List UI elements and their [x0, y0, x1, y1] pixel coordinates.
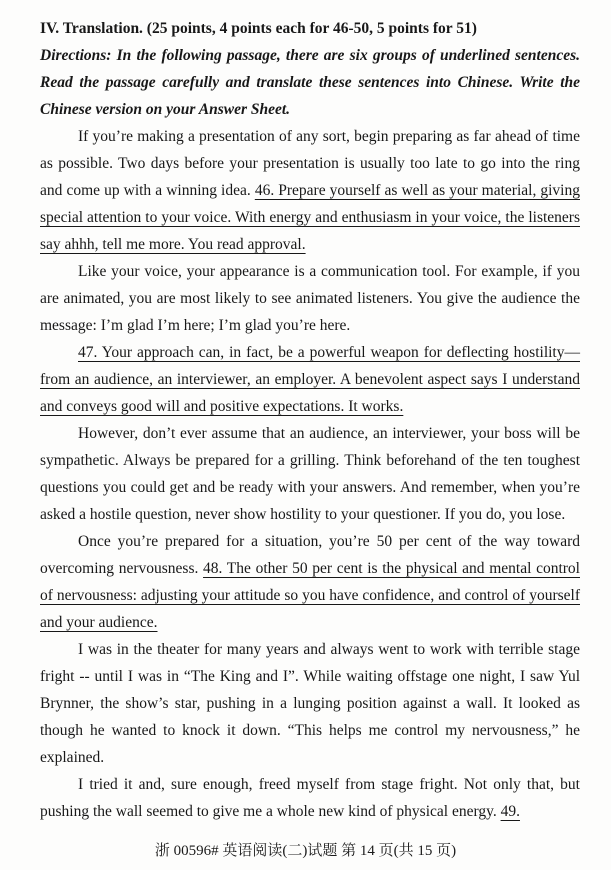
passage-text: If you’re making a presentation of any sort, begin preparing as far ahead of time as possible. Two days before your presentation is usually too late to go into the ring and come up with a winning idea. [40, 128, 580, 199]
passage-text: Like your voice, your appearance is a communication tool. For example, if you are animated, you are most likely to see animated listeners. You give the audience the message: I’m glad I’m here; I’m glad you’re here. [40, 263, 580, 334]
underlined-sentence: 49. [500, 803, 520, 820]
passage-paragraph [40, 636, 580, 771]
passage-text: Once you’re prepared for a situation, you’re 50 per cent of the way toward overcoming nervousness. [40, 533, 580, 577]
passage-paragraph [40, 258, 580, 339]
passage-text: However, don’t ever assume that an audience, an interviewer, your boss will be sympathetic. Always be prepared for a grilling. Think beforehand of the ten toughest questions you could get and be ready with your answers. And remember, when you’re asked a hostile question, never show hostility to your questioner. If you do, you lose. [40, 425, 580, 523]
passage-paragraph [40, 528, 580, 636]
underlined-sentence: 48. The other 50 per cent is the physical and mental control of nervousness: adjusting your attitude so you have confidence, and control of yourself and your audience. [40, 560, 580, 631]
passage-text: I was in the theater for many years and always went to work with terrible stage fright -- until I was in “The King and I”. While waiting offstage one night, I saw Yul Brynner, the show’s star, pushing in a lunging position against a wall. It looked as though he wanted to knock it down. “This helps me control my nervousness,” he explained. [40, 641, 580, 766]
section-title: IV. Translation. (25 points, 4 points each for 46-50, 5 points for 51) [40, 20, 477, 37]
directions-text: Directions: In the following passage, there are six groups of underlined sentences. Read the passage carefully and translate these sentences into Chinese. Write the Chinese version on your Answer Sheet. [40, 47, 580, 118]
page-content [40, 15, 580, 825]
passage-paragraph [40, 339, 580, 420]
underlined-sentence: 46. Prepare yourself as well as your material, giving special attention to your voice. With energy and enthusiasm in your voice, the listeners say ahhh, tell me more. You read approval. [40, 182, 580, 253]
passage-paragraph [40, 771, 580, 825]
passage-paragraph [40, 420, 580, 528]
passage-text: I tried it and, sure enough, freed myself from stage fright. Not only that, but pushing the wall seemed to give me a whole new kind of physical energy. [40, 776, 580, 820]
passage-body [40, 123, 580, 825]
underlined-sentence: 47. Your approach can, in fact, be a powerful weapon for deflecting hostility—from an audience, an interviewer, an employer. A benevolent aspect says I understand and conveys good will and positive expectations. It works. [40, 344, 580, 415]
passage-paragraph [40, 123, 580, 258]
page-footer: 浙 00596# 英语阅读(二)试题 第 14 页(共 15 页) [154, 843, 457, 859]
